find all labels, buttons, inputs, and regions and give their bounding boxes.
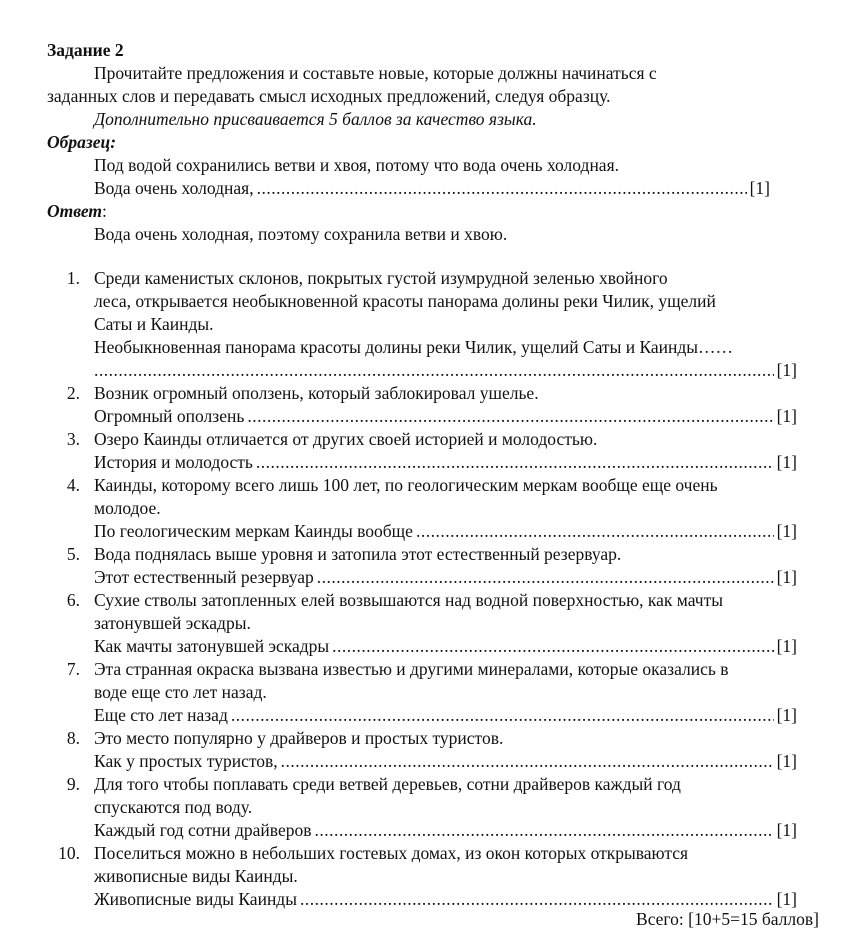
- total-score: Всего: [10+5=15 баллов]: [636, 909, 819, 929]
- item-prompt: По геологическим меркам Каинды вообще: [94, 521, 413, 541]
- item-line: Вода поднялась выше уровня и затопила этот естественный резервуар.: [94, 544, 622, 564]
- answer-blank[interactable]: [315, 819, 774, 841]
- answer-blank[interactable]: [317, 566, 774, 588]
- sample-label: Образец:: [47, 132, 117, 152]
- answer-blank[interactable]: [231, 704, 774, 726]
- sample-score: [1]: [749, 178, 770, 198]
- item-number: 3.: [66, 429, 80, 449]
- item-line: Саты и Каинды.: [94, 314, 214, 334]
- item-answer-line: [94, 704, 797, 726]
- item-answer-line: [94, 359, 797, 381]
- item-number: 10.: [58, 843, 80, 863]
- item-prompt: Необыкновенная панорама красоты долины реки Чилик, ущелий Саты и Каинды……: [94, 337, 734, 357]
- task-instruction-line-1: Прочитайте предложения и составьте новые, которые должны начинаться с: [94, 63, 657, 83]
- item-score: [1]: [776, 820, 797, 840]
- item-answer-line: [94, 819, 797, 841]
- item-line: Возник огромный оползень, который заблокировал ушелье.: [94, 383, 539, 403]
- answer-colon: :: [102, 201, 107, 221]
- task-instruction-line-2: заданных слов и передавать смысл исходных предложений, следуя образцу.: [47, 86, 611, 106]
- item-line: Эта странная окраска вызвана известью и другими минералами, которые оказались в: [94, 659, 729, 679]
- answer-blank[interactable]: [300, 888, 774, 910]
- item-line: леса, открывается необыкновенной красоты панорама долины реки Чилик, ущелий: [94, 291, 716, 311]
- answer-blank[interactable]: [257, 177, 747, 199]
- item-number: 7.: [66, 659, 80, 679]
- item-answer-line: [94, 635, 797, 657]
- answer-blank[interactable]: [247, 405, 773, 427]
- item-prompt: Еще сто лет назад: [94, 705, 228, 725]
- item-number: 1.: [66, 268, 80, 288]
- sample-prompt: Вода очень холодная,: [94, 178, 254, 198]
- item-answer-line: [94, 566, 797, 588]
- item-answer-line: [94, 520, 797, 542]
- item-answer-line: [94, 750, 797, 772]
- item-score: [1]: [776, 705, 797, 725]
- sample-sentence: Под водой сохранились ветви и хвоя, потому что вода очень холодная.: [94, 155, 619, 175]
- item-line: Поселиться можно в небольших гостевых домах, из окон которых открываются: [94, 843, 689, 863]
- item-line: Это место популярно у драйверов и простых туристов.: [94, 728, 504, 748]
- item-line: живописные виды Каинды.: [94, 866, 298, 886]
- item-number: 6.: [66, 590, 80, 610]
- item-score: [1]: [776, 889, 797, 909]
- task-extra-note: Дополнительно присваивается 5 баллов за качество языка.: [94, 109, 537, 129]
- item-prompt: Как мачты затонувшей эскадры: [94, 636, 330, 656]
- item-line: Каинды, которому всего лишь 100 лет, по геологическим меркам вообще еще очень: [94, 475, 718, 495]
- item-line: Для того чтобы поплавать среди ветвей деревьев, сотни драйверов каждый год: [94, 774, 681, 794]
- item-prompt: Этот естественный резервуар: [94, 567, 314, 587]
- item-line: молодое.: [94, 498, 161, 518]
- item-score: [1]: [776, 636, 797, 656]
- answer-label: Ответ: [47, 201, 103, 221]
- item-line: затонувшей эскадры.: [94, 613, 251, 633]
- answer-blank[interactable]: [256, 451, 774, 473]
- item-score: [1]: [776, 360, 797, 380]
- item-score: [1]: [776, 406, 797, 426]
- item-prompt: Каждый год сотни драйверов: [94, 820, 312, 840]
- item-prompt: Как у простых туристов,: [94, 751, 278, 771]
- item-answer-line: [94, 888, 797, 910]
- answer-label-row: [47, 200, 107, 222]
- item-prompt: История и молодость: [94, 452, 253, 472]
- item-number: 8.: [66, 728, 80, 748]
- item-score: [1]: [776, 452, 797, 472]
- item-answer-line: [94, 405, 797, 427]
- item-number: 2.: [66, 383, 80, 403]
- item-prompt: Огромный оползень: [94, 406, 245, 426]
- item-number: 9.: [66, 774, 80, 794]
- item-answer-line: [94, 451, 797, 473]
- item-score: [1]: [776, 567, 797, 587]
- answer-blank[interactable]: [332, 635, 773, 657]
- item-number: 5.: [66, 544, 80, 564]
- answer-blank[interactable]: [281, 750, 774, 772]
- answer-blank[interactable]: [416, 520, 774, 542]
- item-number: 4.: [66, 475, 80, 495]
- sample-answer-line: [94, 177, 770, 199]
- item-prompt: Живописные виды Каинды: [94, 889, 297, 909]
- answer-blank[interactable]: [94, 359, 774, 381]
- item-line: Среди каменистых склонов, покрытых густой изумрудной зеленью хвойного: [94, 268, 668, 288]
- item-line: воде еще сто лет назад.: [94, 682, 267, 702]
- item-line: Сухие стволы затопленных елей возвышаются над водной поверхностью, как мачты: [94, 590, 724, 610]
- item-score: [1]: [776, 521, 797, 541]
- task-title: Задание 2: [47, 40, 124, 60]
- item-score: [1]: [776, 751, 797, 771]
- item-line: Озеро Каинды отличается от других своей историей и молодостью.: [94, 429, 598, 449]
- item-line: спускаются под воду.: [94, 797, 253, 817]
- answer-text: Вода очень холодная, поэтому сохранила ветви и хвою.: [94, 224, 508, 244]
